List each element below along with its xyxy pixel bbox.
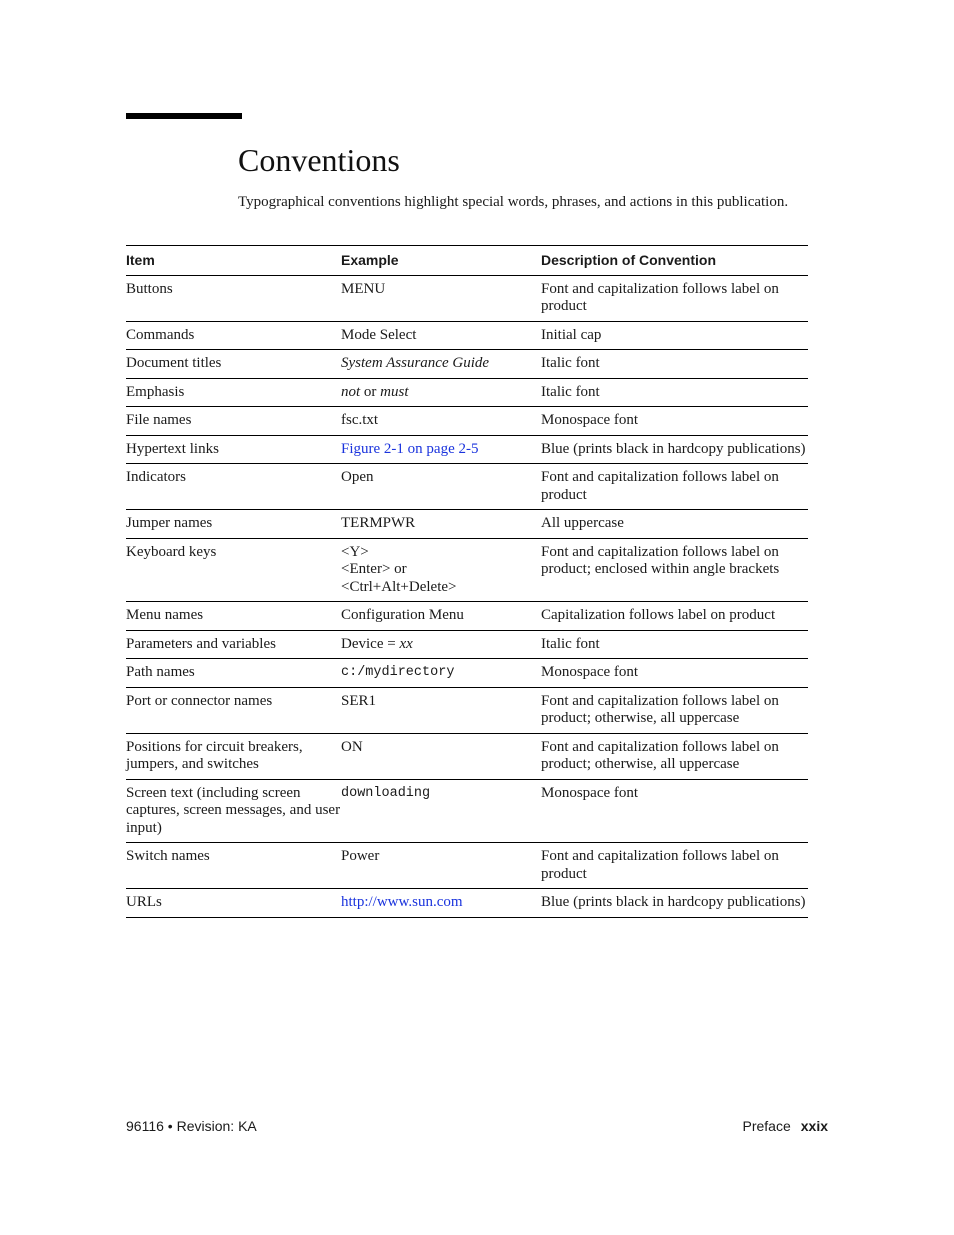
cell-item: Port or connector names (126, 687, 341, 733)
cell-description: Blue (prints black in hardcopy publications) (541, 889, 808, 918)
table-row (126, 407, 808, 436)
example-line: <Y> (341, 543, 369, 560)
table-row (126, 378, 808, 407)
table-row (126, 843, 808, 889)
cell-item: Positions for circuit breakers, jumpers, and switches (126, 733, 341, 779)
cell-example: Open (341, 464, 541, 510)
cell-description: Initial cap (541, 321, 808, 350)
table-row (126, 350, 808, 379)
cell-description: Font and capitalization follows label on product (541, 464, 808, 510)
conventions-table (126, 245, 808, 918)
cell-item: Document titles (126, 350, 341, 379)
cell-item: Screen text (including screen captures, screen messages, and user input) (126, 779, 341, 843)
page-title: Conventions (238, 142, 400, 178)
footer-left (126, 1118, 257, 1134)
example-text: Device = (341, 635, 400, 652)
table-header-row (126, 246, 808, 276)
cell-item: Switch names (126, 843, 341, 889)
cell-description: Italic font (541, 630, 808, 659)
cell-example (341, 435, 541, 464)
cell-example (341, 630, 541, 659)
header-example: Example (341, 246, 541, 276)
table-row (126, 275, 808, 321)
cell-example: System Assurance Guide (341, 350, 541, 379)
table-row (126, 538, 808, 602)
cell-item: Commands (126, 321, 341, 350)
cell-example: Power (341, 843, 541, 889)
intro-paragraph: Typographical conventions highlight special words, phrases, and actions in this publication. (238, 194, 789, 210)
table-row (126, 659, 808, 688)
page-number: xxix (800, 1118, 828, 1134)
example-connector-text: or (360, 383, 381, 400)
cell-description: Font and capitalization follows label on product; otherwise, all uppercase (541, 733, 808, 779)
table-row (126, 602, 808, 631)
cell-description: Font and capitalization follows label on product (541, 275, 808, 321)
example-italic-word: must (380, 383, 409, 400)
cell-example (341, 538, 541, 602)
cell-description: Font and capitalization follows label on product; otherwise, all uppercase (541, 687, 808, 733)
cell-description: Font and capitalization follows label on product (541, 843, 808, 889)
footer-right (743, 1118, 829, 1134)
cell-description: Monospace font (541, 779, 808, 843)
cell-description: Italic font (541, 350, 808, 379)
footer-separator: • (167, 1118, 173, 1134)
cell-example: Mode Select (341, 321, 541, 350)
cell-example: c:/mydirectory (341, 659, 541, 688)
header-item: Item (126, 246, 341, 276)
cell-item: File names (126, 407, 341, 436)
cell-example: ON (341, 733, 541, 779)
url-link[interactable]: http://www.sun.com (341, 894, 463, 910)
cell-item: Buttons (126, 275, 341, 321)
hypertext-link[interactable]: Figure 2-1 on page 2-5 (341, 440, 479, 457)
cell-example (341, 889, 541, 918)
cell-description: All uppercase (541, 510, 808, 539)
table-row (126, 321, 808, 350)
doc-number: 96116 (126, 1118, 164, 1134)
cell-item: Keyboard keys (126, 538, 341, 602)
cell-item: Emphasis (126, 378, 341, 407)
cell-item: Menu names (126, 602, 341, 631)
table-row (126, 687, 808, 733)
table-row (126, 889, 808, 918)
cell-item: Parameters and variables (126, 630, 341, 659)
section-top-rule (126, 113, 242, 119)
example-line: <Ctrl+Alt+Delete> (341, 578, 457, 595)
example-line: <Enter> or (341, 561, 407, 577)
cell-example (341, 378, 541, 407)
table-row (126, 630, 808, 659)
table-row (126, 464, 808, 510)
cell-example: Configuration Menu (341, 602, 541, 631)
example-italic-word: xx (399, 635, 413, 652)
cell-item: Path names (126, 659, 341, 688)
cell-item: Hypertext links (126, 435, 341, 464)
cell-item: URLs (126, 889, 341, 918)
cell-item: Indicators (126, 464, 341, 510)
header-description: Description of Convention (541, 246, 808, 276)
cell-description: Font and capitalization follows label on product; enclosed within angle brackets (541, 538, 808, 602)
revision-label: Revision: KA (176, 1118, 257, 1134)
cell-example: downloading (341, 779, 541, 843)
table-row (126, 733, 808, 779)
cell-example: SER1 (341, 687, 541, 733)
table-row (126, 510, 808, 539)
cell-description: Blue (prints black in hardcopy publications) (541, 435, 808, 464)
cell-example: fsc.txt (341, 407, 541, 436)
cell-description: Monospace font (541, 659, 808, 688)
cell-example: MENU (341, 275, 541, 321)
section-name: Preface (742, 1118, 791, 1134)
cell-description: Capitalization follows label on product (541, 602, 808, 631)
example-italic-word: not (341, 383, 361, 400)
table-row (126, 779, 808, 843)
cell-description: Monospace font (541, 407, 808, 436)
table-row (126, 435, 808, 464)
cell-item: Jumper names (126, 510, 341, 539)
cell-example: TERMPWR (341, 510, 541, 539)
cell-description: Italic font (541, 378, 808, 407)
